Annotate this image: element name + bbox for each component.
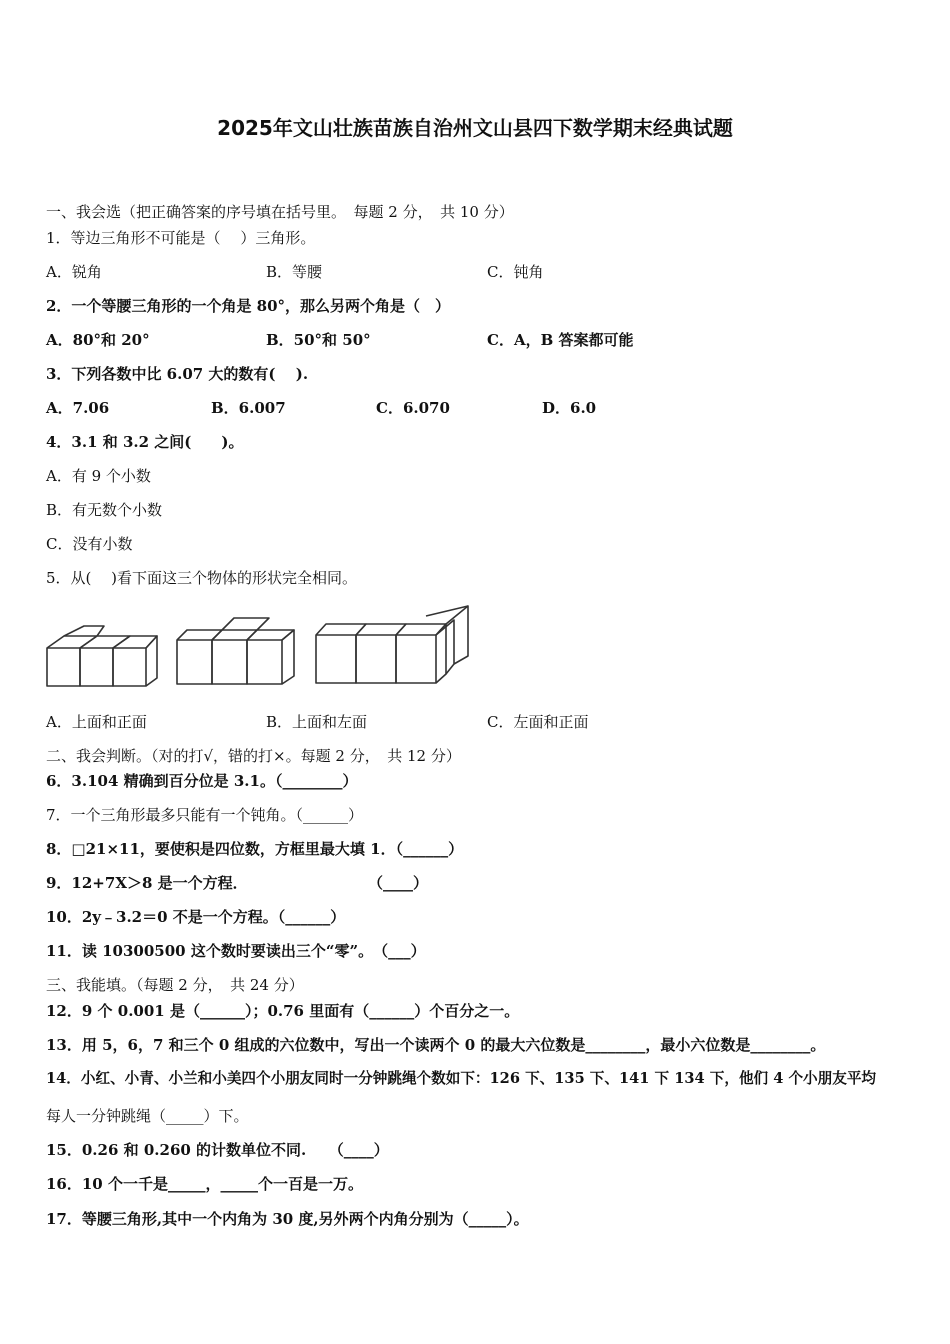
q5-option-a: A．上面和正面 — [46, 713, 147, 731]
question-2: 2．一个等腰三角形的一个角是 80°，那么另两个角是（ ） — [46, 297, 451, 315]
q2-option-b: B．50°和 50° — [266, 331, 371, 349]
q3-option-b: B．6.007 — [211, 399, 286, 417]
question-17: 17．等腰三角形,其中一个内角为 30 度,另外两个内角分别为（_____）。 — [46, 1210, 529, 1228]
q1-option-b: B．等腰 — [266, 263, 323, 281]
q3-option-a: A．7.06 — [46, 399, 110, 417]
q3-option-d: D．6.0 — [542, 399, 597, 417]
question-5: 5．从( )看下面这三个物体的形状完全相同。 — [46, 569, 358, 587]
question-14: 14．小红、小青、小兰和小美四个小朋友同时一分钟跳绳个数如下：126 下、135 下、141 下 134 下，他们 4 个小朋友平均 — [46, 1070, 877, 1087]
section1-heading: 一、我会选（把正确答案的序号填在括号里。 每题 2 分， 共 10 分） — [46, 203, 514, 221]
q2-option-a: A．80°和 20° — [46, 331, 150, 349]
q5-option-c: C．左面和正面 — [487, 713, 589, 731]
section3-heading: 三、我能填。（每题 2 分， 共 24 分） — [46, 976, 304, 994]
q1-option-a: A．锐角 — [46, 263, 102, 281]
q3-option-c: C．6.070 — [376, 399, 450, 417]
question-13: 13．用 5，6，7 和三个 0 组成的六位数中，写出一个读两个 0 的最大六位数是________，最小六位数是________。 — [46, 1036, 826, 1054]
question-10: 10．2y﹣3.2＝0 不是一个方程。（______） — [46, 908, 346, 926]
question-4: 4．3.1 和 3.2 之间( )。 — [46, 433, 244, 451]
question-14-continued: 每人一分钟跳绳（_____）下。 — [46, 1107, 249, 1125]
q5-option-b: B．上面和左面 — [266, 713, 368, 731]
cube-object-2 — [177, 618, 294, 684]
section2-heading: 二、我会判断。（对的打√，错的打×。每题 2 分， 共 12 分） — [46, 747, 461, 765]
question-7: 7．一个三角形最多只能有一个钝角。（______） — [46, 806, 364, 824]
q4-option-a: A．有 9 个小数 — [46, 467, 151, 485]
question-9-blank: （____） — [368, 874, 429, 892]
q1-option-c: C．钝角 — [487, 263, 544, 281]
question-12: 12．9 个 0.001 是（______）；0.76 里面有（______）个百分之一。 — [46, 1002, 520, 1020]
question-9: 9．12+7X＞8 是一个方程． — [46, 874, 248, 892]
question-6: 6．3.104 精确到百分位是 3.1。（________） — [46, 772, 358, 790]
question-11: 11．读 10300500 这个数时要读出三个“零”。 （___） — [46, 942, 426, 960]
q4-option-c: C．没有小数 — [46, 535, 133, 553]
page-title: 2025年文山壮族苗族自治州文山县四下数学期末经典试题 — [217, 116, 733, 140]
q2-option-c: C．A，B 答案都可能 — [487, 331, 634, 349]
question-1: 1．等边三角形不可能是（ ）三角形。 — [46, 229, 316, 247]
question-3: 3．下列各数中比 6.07 大的数有( ). — [46, 365, 309, 383]
question-15: 15．0.26 和 0.260 的计数单位不同. （____） — [46, 1141, 389, 1159]
q4-option-b: B．有无数个小数 — [46, 501, 163, 519]
question-16: 16．10 个一千是_____，_____个一百是一万。 — [46, 1175, 363, 1193]
cube-object-1 — [47, 626, 157, 686]
cube-objects-figure — [44, 600, 474, 695]
cube-object-3 — [316, 606, 468, 683]
question-8: 8．□21×11，要使积是四位数，方框里最大填 1．（______） — [46, 840, 464, 858]
